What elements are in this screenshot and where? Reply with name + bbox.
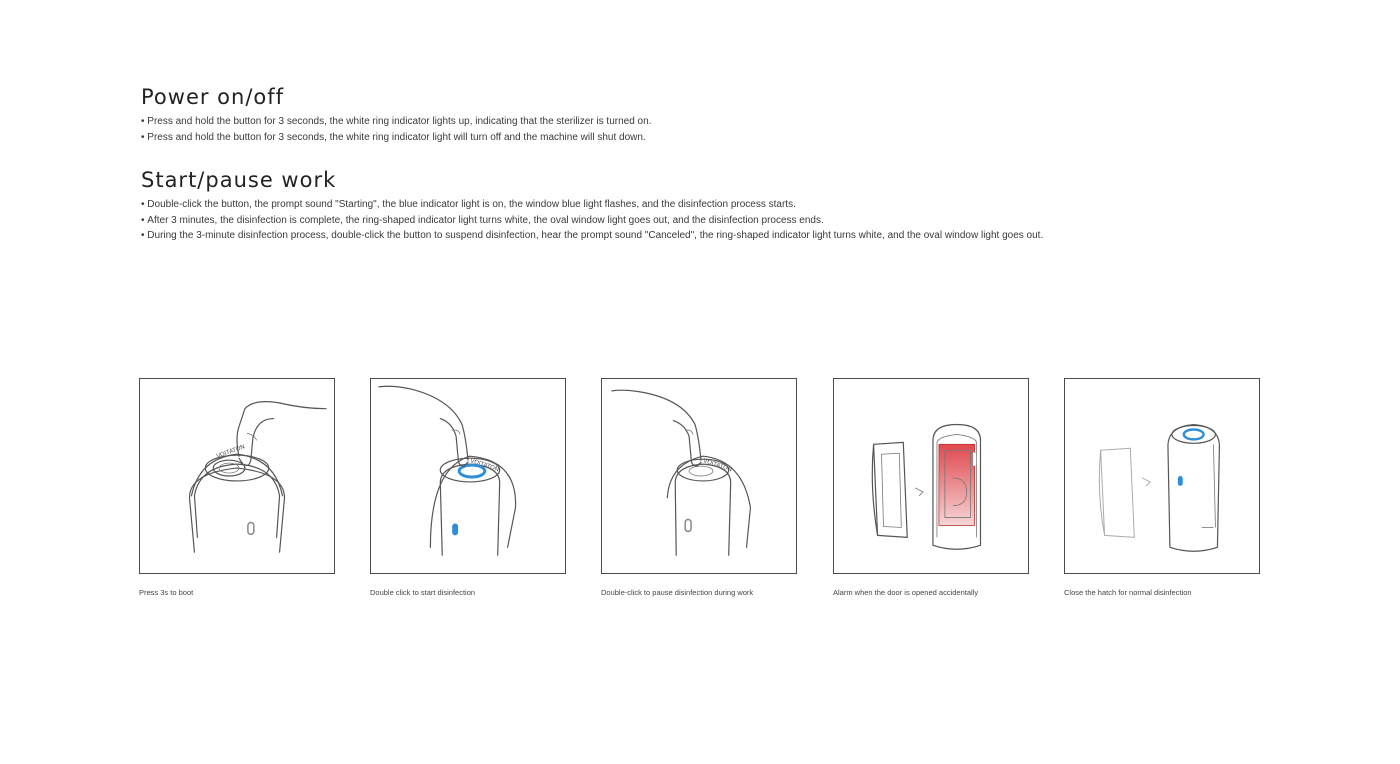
sterilizer-hand-double-click-illustration: [371, 379, 565, 573]
sterilizer-open-door-illustration: [834, 379, 1028, 573]
caption: Double-click to pause disinfection during work: [601, 588, 754, 597]
window-indicator-blue: [1178, 476, 1183, 486]
illustration-pause: [601, 378, 797, 574]
sterilizer-hand-pause-illustration: [602, 379, 796, 573]
power-section: [141, 85, 651, 145]
window-indicator-blue: [452, 524, 458, 536]
start-pause-heading: Start/pause work: [141, 168, 337, 192]
start-pause-bullet: • After 3 minutes, the disinfection is complete, the ring-shaped indicator light turns white, the oval window light goes out, and the disinfection process ends.: [141, 213, 1043, 229]
ring-indicator-blue: [1184, 429, 1204, 439]
caption: Close the hatch for normal disinfection: [1064, 588, 1192, 597]
power-bullet: • Press and hold the button for 3 seconds, the white ring indicator lights up, indicating that the sterilizer is turned on.: [141, 114, 651, 130]
brand-label: VOITATON: [702, 457, 733, 474]
window-indicator: [248, 523, 254, 535]
brand-label: VOITATON: [469, 457, 500, 474]
sterilizer-hand-press-illustration: [140, 379, 334, 573]
power-heading: Power on/off: [141, 85, 285, 109]
illustration-press-to-boot: [139, 378, 335, 574]
illustration-door-open-alarm: [833, 378, 1029, 574]
illustration-close-hatch: [1064, 378, 1260, 574]
power-bullet-list: [141, 114, 651, 145]
start-pause-bullet: • During the 3-minute disinfection process, double-click the button to suspend disinfection, hear the prompt sound "Canceled", the ring-shaped indicator light turns white, and the oval window light goes out.: [141, 228, 1043, 244]
sterilizer-closed-illustration: [1065, 379, 1259, 573]
brand-label: VOITATON: [215, 443, 246, 461]
power-bullet: • Press and hold the button for 3 seconds, the white ring indicator light will turn off and the machine will shut down.: [141, 130, 651, 146]
illustration-double-click-start: [370, 378, 566, 574]
start-pause-section: [141, 168, 1043, 244]
start-pause-bullet-list: [141, 197, 1043, 244]
window-indicator: [685, 520, 691, 532]
caption: Double click to start disinfection: [370, 588, 476, 597]
uv-interior-red: [939, 444, 975, 525]
start-pause-bullet: • Double-click the button, the prompt sound "Starting", the blue indicator light is on, the window blue light flashes, and the disinfection process starts.: [141, 197, 1043, 213]
caption: Alarm when the door is opened accidentally: [833, 588, 979, 597]
caption: Press 3s to boot: [139, 588, 194, 597]
